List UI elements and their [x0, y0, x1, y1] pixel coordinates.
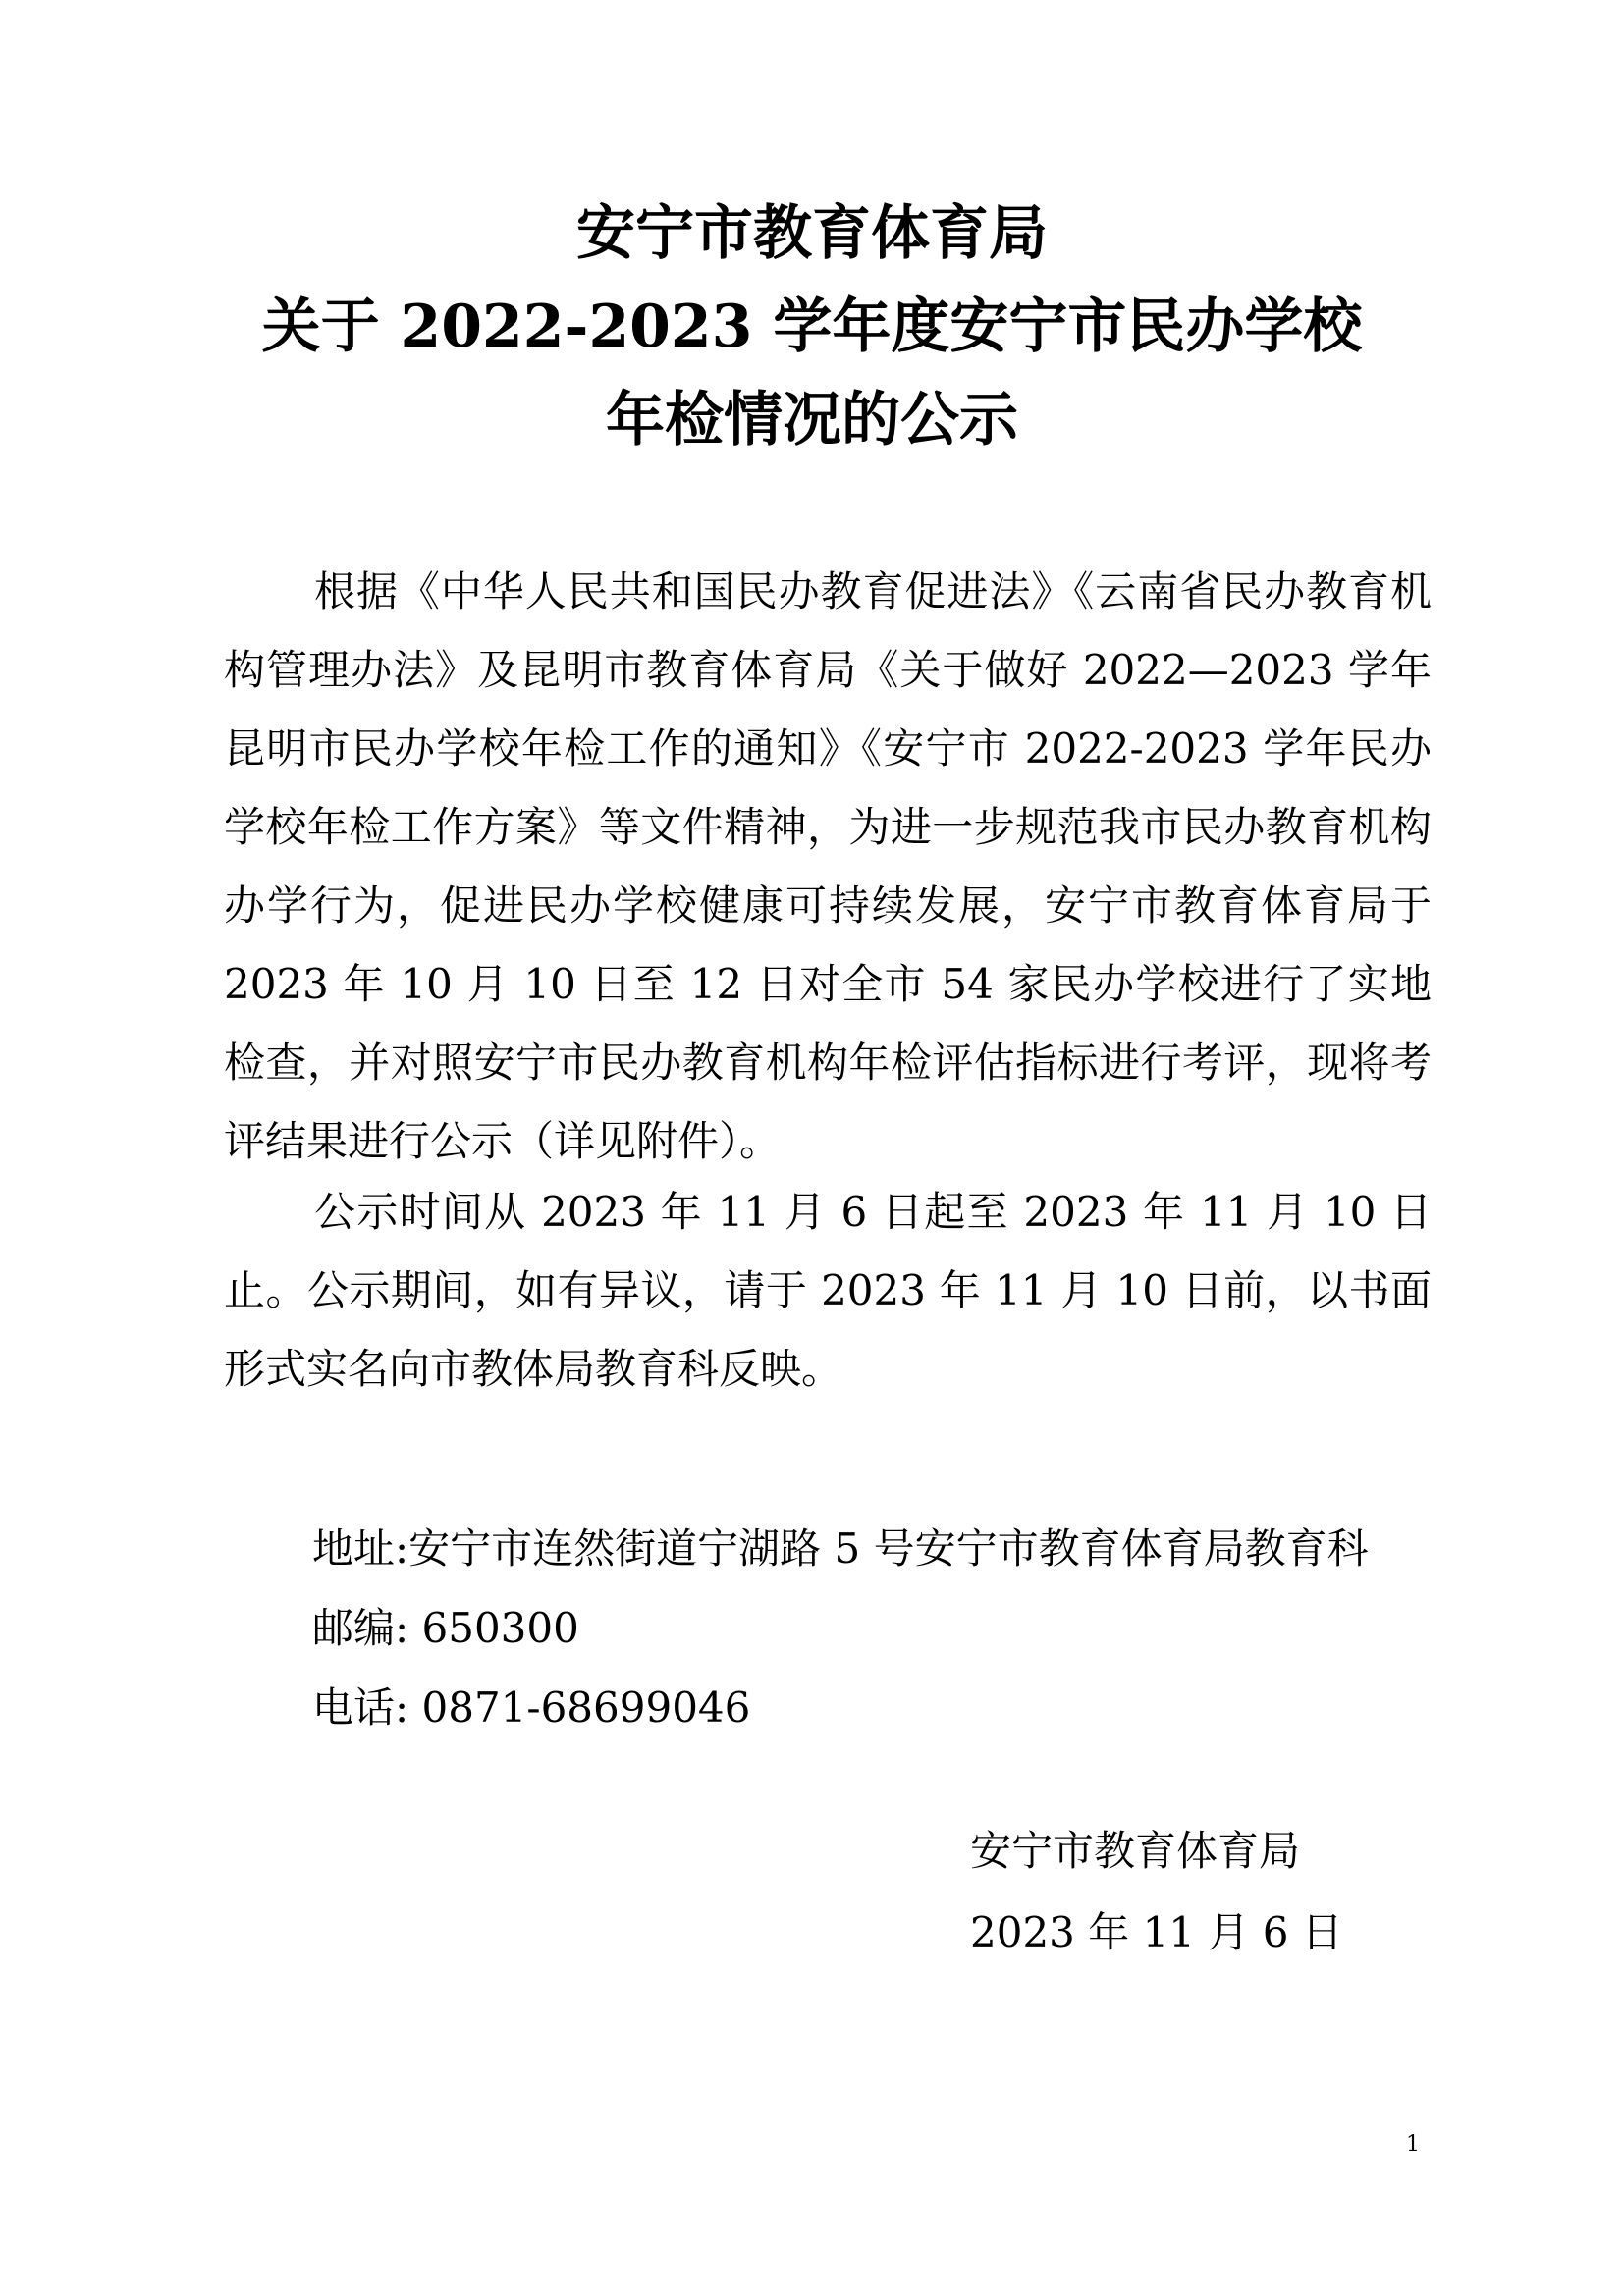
body-paragraph-2: 公示时间从 2023 年 11 月 6 日起至 2023 年 11 月 10 日止。公示期间，如有异议，请于 2023 年 11 月 10 日前，以书面形式实名向市教体局教育科反映。: [224, 1188, 1432, 1393]
body-paragraph-1: 根据《中华人民共和国民办教育促进法》《云南省民办教育机构管理办法》及昆明市教育体育局《关于做好 2022—2023 学年昆明市民办学校年检工作的通知》《安宁市 2022-2023 学年民办学校年检工作方案》等文件精神，为进一步规范我市民办教育机构办学行为，促进民办学校健康可持续发展，安宁市教育体育局于 2023 年 10 月 10 日至 12 日对全市 54 家民办学校进行了实地检查，并对照安宁市民办教育机构年检评估指标进行考评，现将考评结果进行公示（详见附件）。: [224, 567, 1432, 1165]
title-line-1: 安宁市教育体育局: [576, 199, 1048, 268]
body-paragraph-2-container: [224, 1173, 1432, 1409]
title-line-2: 关于 2022-2023 学年度安宁市民办学校: [261, 293, 1363, 361]
body-paragraph-1-container: [224, 553, 1432, 1181]
contact-postcode: 邮编: 650300: [312, 1604, 579, 1652]
title-line-3: 年检情况的公示: [606, 386, 1018, 454]
signature-date: 2023 年 11 月 6 日: [970, 1908, 1343, 1956]
signature-organization: 安宁市教育体育局: [970, 1827, 1301, 1875]
contact-phone: 电话: 0871-68699046: [312, 1683, 751, 1732]
page-number: 1: [1406, 2132, 1420, 2157]
contact-address: 地址:安宁市连然街道宁湖路 5 号安宁市教育体育局教育科: [312, 1524, 1369, 1573]
